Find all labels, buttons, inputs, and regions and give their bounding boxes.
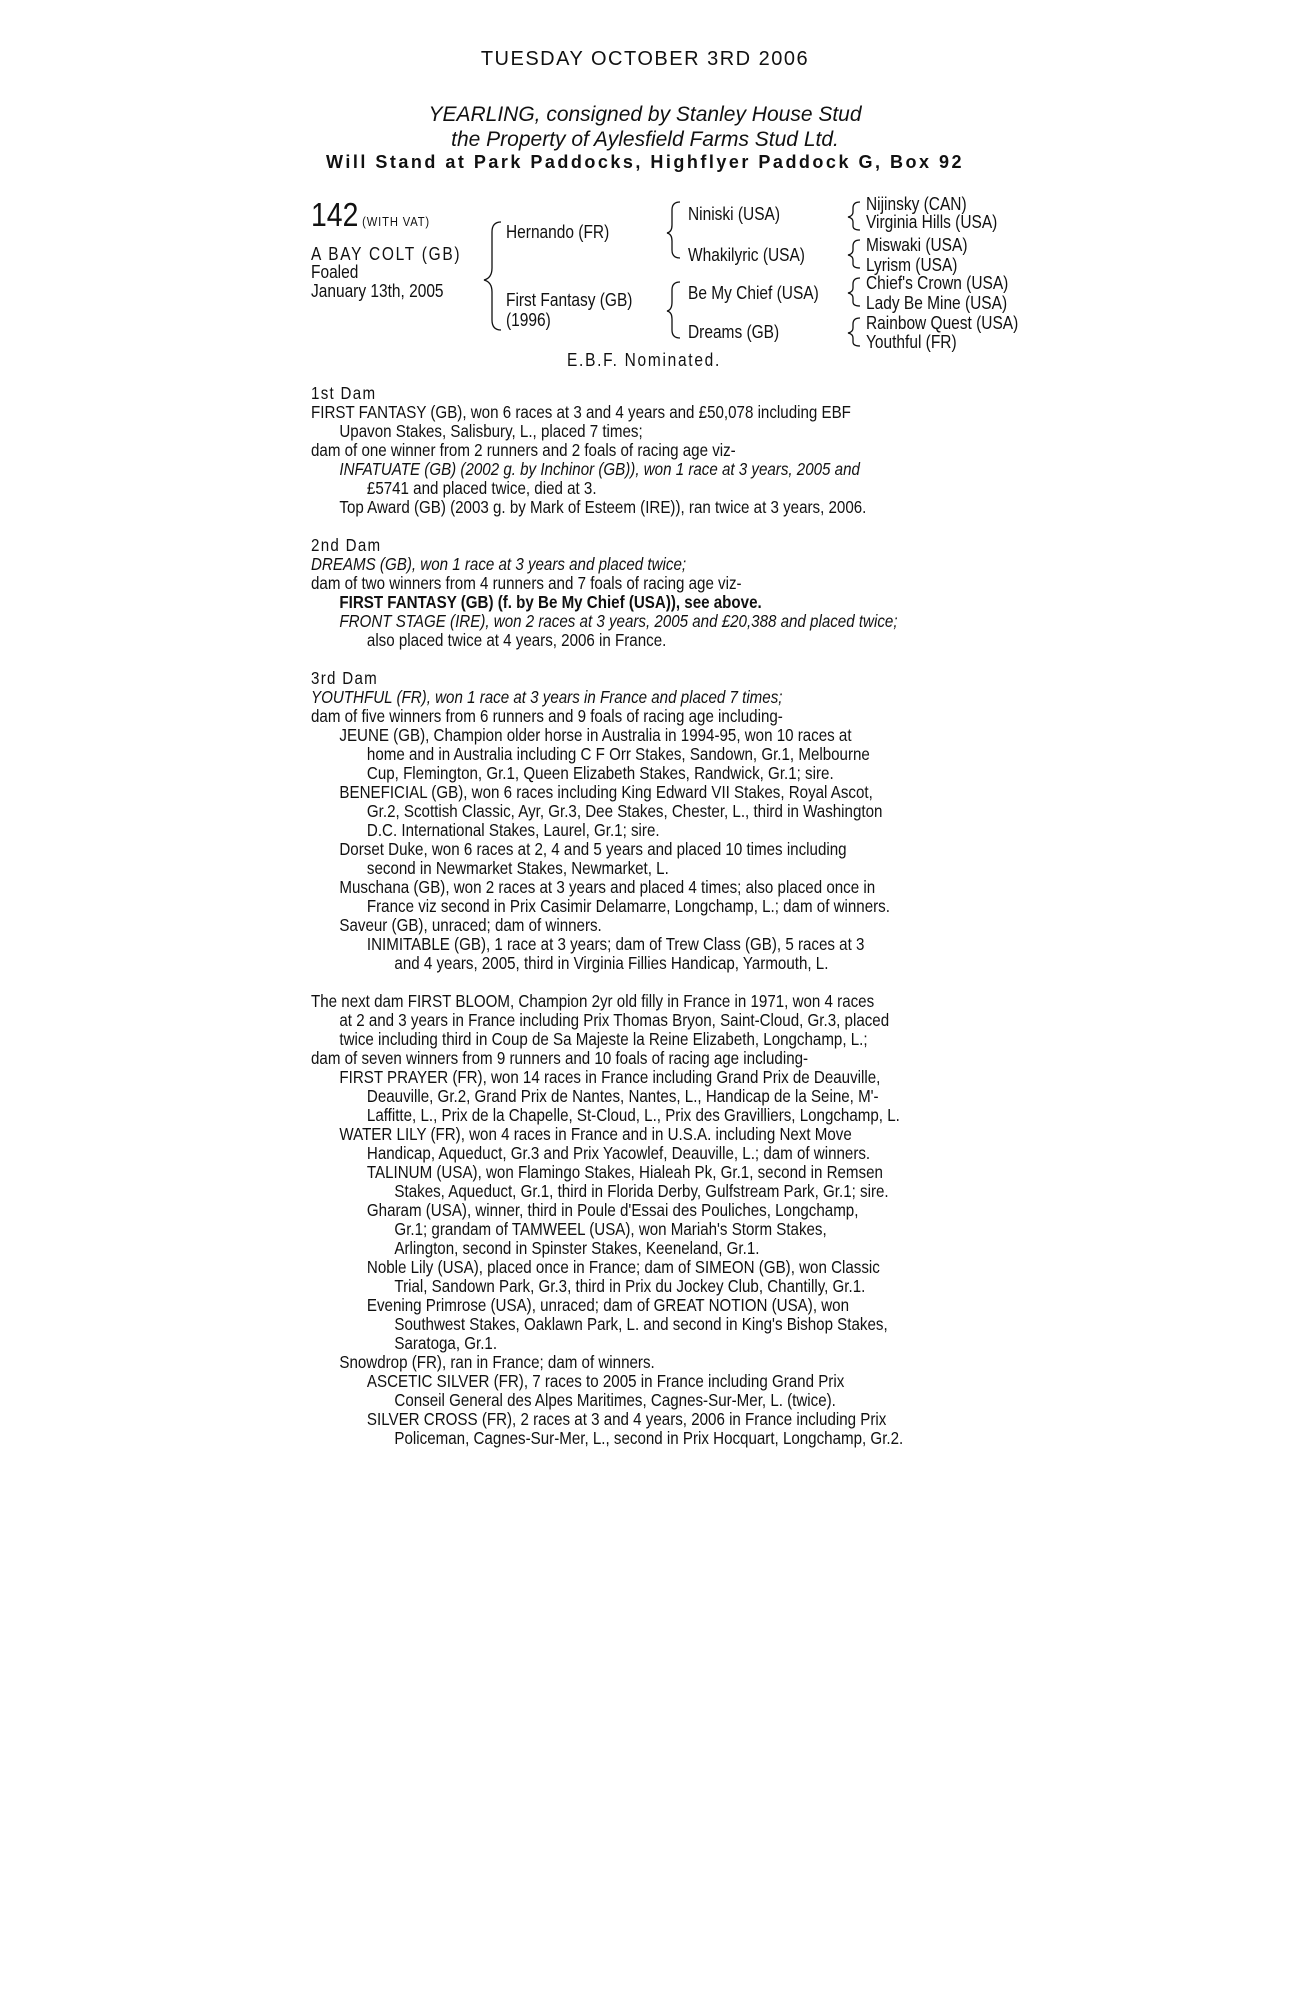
foaled-date: January 13th, 2005	[311, 281, 444, 301]
body-line: £5741 and placed twice, died at 3.	[366, 478, 597, 498]
body-line: Deauville, Gr.2, Grand Prix de Nantes, Nantes, L., Handicap de la Seine, M'-	[366, 1086, 879, 1106]
catalogue-body	[311, 384, 965, 1448]
first-dam-heading: 1st Dam	[311, 383, 377, 403]
body-line: BENEFICIAL (GB), won 6 races including King Edward VII Stakes, Royal Ascot,	[339, 782, 873, 802]
body-line: Handicap, Aqueduct, Gr.3 and Prix Yacowlef, Deauville, L.; dam of winners.	[366, 1143, 871, 1163]
body-line: Saratoga, Gr.1.	[394, 1333, 498, 1353]
body-line: France viz second in Prix Casimir Delamarre, Longchamp, L.; dam of winners.	[366, 896, 890, 916]
pedigree-g1: Nijinsky (CAN)	[866, 194, 967, 214]
pedigree-dam: First Fantasy (GB)	[506, 290, 633, 310]
pedigree-dam-dam: Dreams (GB)	[688, 322, 780, 342]
pedigree-g5: Chief's Crown (USA)	[866, 273, 1009, 293]
body-line: Upavon Stakes, Salisbury, L., placed 7 times;	[339, 421, 643, 441]
body-line: Cup, Flemington, Gr.1, Queen Elizabeth Stakes, Randwick, Gr.1; sire.	[366, 763, 834, 783]
vat-note: (WITH VAT)	[362, 214, 430, 229]
body-line: YOUTHFUL (FR), won 1 race at 3 years in France and placed 7 times;	[311, 687, 783, 707]
body-line: dam of seven winners from 9 runners and 10 foals of racing age including-	[311, 1048, 809, 1068]
lot-number: 142	[311, 196, 359, 233]
body-line: JEUNE (GB), Champion older horse in Australia in 1994-95, won 10 races at	[339, 725, 852, 745]
body-line: Policeman, Cagnes-Sur-Mer, L., second in Prix Hocquart, Longchamp, Gr.2.	[394, 1428, 904, 1448]
body-line: INIMITABLE (GB), 1 race at 3 years; dam of Trew Class (GB), 5 races at 3	[366, 934, 865, 954]
body-line: dam of five winners from 6 runners and 9 foals of racing age including-	[311, 706, 783, 726]
body-line: home and in Australia including C F Orr Stakes, Sandown, Gr.1, Melbourne	[366, 744, 870, 764]
body-line: Muschana (GB), won 2 races at 3 years and placed 4 times; also placed once in	[339, 877, 876, 897]
pedigree-sire-sire: Niniski (USA)	[688, 204, 781, 224]
body-line: dam of one winner from 2 runners and 2 foals of racing age viz-	[311, 440, 736, 460]
body-line: ASCETIC SILVER (FR), 7 races to 2005 in France including Grand Prix	[366, 1371, 845, 1391]
body-line: Conseil General des Alpes Maritimes, Cagnes-Sur-Mer, L. (twice).	[394, 1390, 836, 1410]
body-line: dam of two winners from 4 runners and 7 foals of racing age viz-	[311, 573, 742, 593]
consignment-line: YEARLING, consigned by Stanley House Stud	[428, 103, 862, 126]
property-line: the Property of Aylesfield Farms Stud Ltd.	[451, 128, 839, 151]
body-line: Gr.2, Scottish Classic, Ayr, Gr.3, Dee Stakes, Chester, L., third in Washington	[366, 801, 883, 821]
stand-location: Will Stand at Park Paddocks, Highflyer Paddock G, Box 92	[326, 152, 964, 172]
pedigree-g4: Lyrism (USA)	[866, 255, 958, 275]
body-line: Dorset Duke, won 6 races at 2, 4 and 5 years and placed 10 times including	[339, 839, 847, 859]
body-line: Snowdrop (FR), ran in France; dam of winners.	[339, 1352, 655, 1372]
body-line: SILVER CROSS (FR), 2 races at 3 and 4 years, 2006 in France including Prix	[366, 1409, 887, 1429]
body-line: Top Award (GB) (2003 g. by Mark of Esteem (IRE)), ran twice at 3 years, 2006.	[339, 497, 867, 517]
pedigree-g6: Lady Be Mine (USA)	[866, 293, 1008, 313]
body-line: DREAMS (GB), won 1 race at 3 years and placed twice;	[311, 554, 687, 574]
pedigree-dam-sire: Be My Chief (USA)	[688, 283, 819, 303]
body-line: twice including third in Coup de Sa Majeste la Reine Elizabeth, Longchamp, L.;	[339, 1029, 868, 1049]
third-dam-heading: 3rd Dam	[311, 668, 379, 688]
body-line: INFATUATE (GB) (2002 g. by Inchinor (GB)), won 1 race at 3 years, 2005 and	[339, 459, 860, 479]
pedigree-g7: Rainbow Quest (USA)	[866, 313, 1019, 333]
foaled-label: Foaled	[311, 262, 359, 282]
next-dam-line: The next dam FIRST BLOOM, Champion 2yr old filly in France in 1971, won 4 races	[311, 991, 875, 1011]
body-line: Gr.1; grandam of TAMWEEL (USA), won Mariah's Storm Stakes,	[394, 1219, 827, 1239]
body-line: Saveur (GB), unraced; dam of winners.	[339, 915, 602, 935]
body-line: FRONT STAGE (IRE), won 2 races at 3 years, 2005 and £20,388 and placed twice;	[339, 611, 898, 631]
body-line: Evening Primrose (USA), unraced; dam of GREAT NOTION (USA), won	[366, 1295, 849, 1315]
body-line: Noble Lily (USA), placed once in France; dam of SIMEON (GB), won Classic	[366, 1257, 880, 1277]
body-line: TALINUM (USA), won Flamingo Stakes, Hialeah Pk, Gr.1, second in Remsen	[366, 1162, 883, 1182]
body-line: second in Newmarket Stakes, Newmarket, L.	[366, 858, 669, 878]
pedigree-g3: Miswaki (USA)	[866, 235, 968, 255]
body-line: FIRST PRAYER (FR), won 14 races in France including Grand Prix de Deauville,	[339, 1067, 881, 1087]
body-line: at 2 and 3 years in France including Prix Thomas Bryon, Saint-Cloud, Gr.3, placed	[339, 1010, 890, 1030]
body-line: Arlington, second in Spinster Stakes, Keeneland, Gr.1.	[394, 1238, 760, 1258]
pedigree-dam-year: (1996)	[506, 310, 551, 330]
body-line: Stakes, Aqueduct, Gr.1, third in Florida Derby, Gulfstream Park, Gr.1; sire.	[394, 1181, 889, 1201]
body-line: Southwest Stakes, Oaklawn Park, L. and second in King's Bishop Stakes,	[394, 1314, 888, 1334]
pedigree-g2: Virginia Hills (USA)	[866, 212, 998, 232]
second-dam-heading: 2nd Dam	[311, 535, 382, 555]
body-line: D.C. International Stakes, Laurel, Gr.1; sire.	[366, 820, 660, 840]
body-line: also placed twice at 4 years, 2006 in France.	[366, 630, 667, 650]
sale-date: TUESDAY OCTOBER 3RD 2006	[480, 48, 810, 70]
pedigree-g8: Youthful (FR)	[866, 332, 957, 352]
pedigree-braces	[0, 0, 1290, 380]
body-line: FIRST FANTASY (GB), won 6 races at 3 and 4 years and £50,078 including EBF	[311, 402, 851, 422]
body-line: FIRST FANTASY (GB) (f. by Be My Chief (USA)), see above.	[339, 592, 762, 612]
pedigree-sire: Hernando (FR)	[506, 222, 610, 242]
body-line: Laffitte, L., Prix de la Chapelle, St-Cloud, L., Prix des Gravilliers, Longchamp, L.	[366, 1105, 900, 1125]
horse-description: A BAY COLT (GB)	[311, 244, 462, 264]
body-line: WATER LILY (FR), won 4 races in France and in U.S.A. including Next Move	[339, 1124, 852, 1144]
pedigree-sire-dam: Whakilyric (USA)	[688, 245, 805, 265]
ebf-nomination: E.B.F. Nominated.	[567, 350, 722, 370]
body-line: Gharam (USA), winner, third in Poule d'Essai des Pouliches, Longchamp,	[366, 1200, 859, 1220]
body-line: Trial, Sandown Park, Gr.3, third in Prix du Jockey Club, Chantilly, Gr.1.	[394, 1276, 866, 1296]
body-line: and 4 years, 2005, third in Virginia Fillies Handicap, Yarmouth, L.	[394, 953, 829, 973]
